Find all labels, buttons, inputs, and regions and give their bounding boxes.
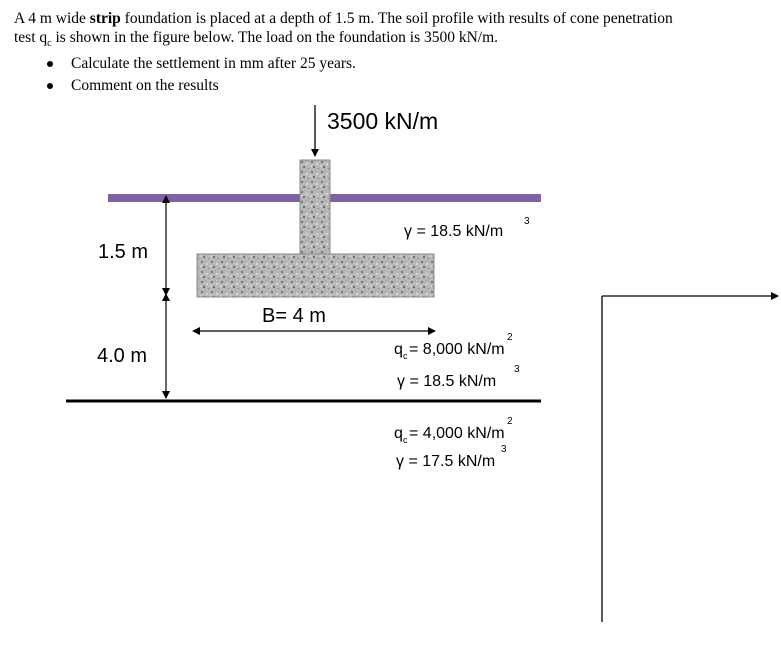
problem-text-d: is shown in the figure below. The load on the foundation is 3500 kN/m. [51, 29, 499, 46]
layer2-qc-subscript: c [403, 435, 408, 445]
load-label: 3500 kN/m [327, 108, 439, 134]
layer1-gamma-exponent: 3 [514, 364, 520, 375]
depth-label: 1.5 m [98, 241, 149, 263]
problem-text-b: foundation is placed at a depth of 1.5 m. The soil profile with results of cone penetration [120, 10, 673, 27]
layer-thickness-label: 4.0 m [97, 345, 148, 367]
foundation-column [300, 160, 330, 256]
layer2-gamma-label: γ = 17.5 kN/m [396, 453, 496, 470]
problem-text-c: test q [14, 29, 48, 46]
qc-subscript: c [47, 38, 52, 50]
layer1-qc-value: = 8,000 kN/m [409, 341, 505, 358]
upper-gamma-exponent: 3 [524, 216, 530, 227]
foundation-footing [197, 254, 434, 297]
problem-text-a: A 4 m wide [14, 10, 90, 27]
layer1-qc-exponent: 2 [507, 332, 513, 343]
strip-word: strip [89, 10, 121, 27]
cpt-profile-axes [602, 296, 778, 622]
layer2-properties [394, 416, 513, 470]
layer1-qc-subscript: c [403, 351, 408, 361]
layer2-gamma-exponent: 3 [501, 444, 507, 455]
upper-soil-properties [404, 216, 530, 240]
task-item-comment: Comment on the results [14, 75, 774, 97]
layer2-qc-symbol: q [394, 425, 403, 442]
upper-gamma-label: γ = 18.5 kN/m [404, 223, 504, 240]
layer2-qc-value: = 4,000 kN/m [409, 425, 505, 442]
task-item-settlement: Calculate the settlement in mm after 25 years. [14, 53, 774, 75]
layer1-gamma-label: γ = 18.5 kN/m [397, 373, 497, 390]
layer1-properties [394, 332, 520, 390]
width-label: B= 4 m [262, 305, 326, 327]
layer2-qc-exponent: 2 [507, 416, 513, 427]
layer1-qc-symbol: q [394, 341, 403, 358]
